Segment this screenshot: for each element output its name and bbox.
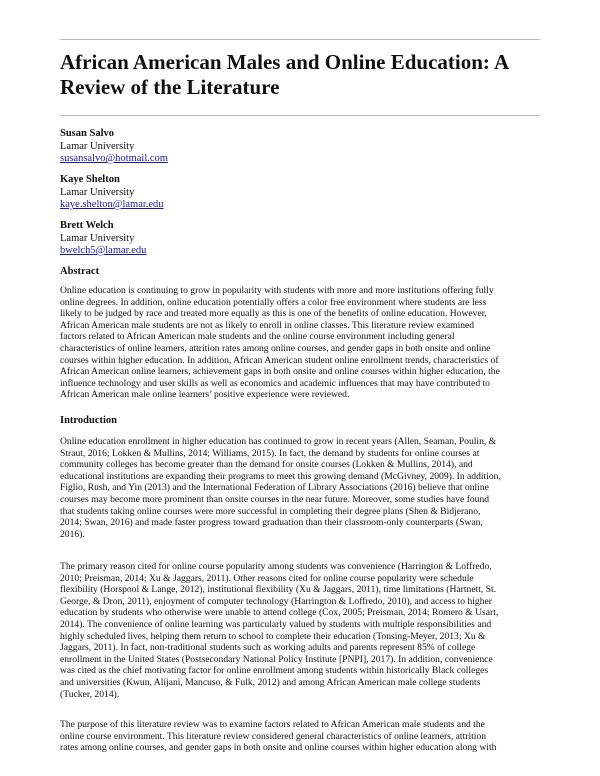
author-email-link[interactable]: kaye.shelton@lamar.edu [60,199,164,210]
author-email-link[interactable]: bwelch5@lamar.edu [60,245,147,256]
author-name: Susan Salvo [60,128,114,139]
abstract-paragraph: Online education is continuing to grow in popularity with students with more and more institutions offering fully online degrees. In addition, online education potentially offers a color free environment where students are less likely to be judged by race and treated more equally as this is one of the benefits of online education. However, African American male students are not as likely to enroll in online classes. This literature review examined factors related to African American male students and the online course environment including general characteristics of online learners, attrition rates among online courses, and gender gaps in both onsite and online courses within higher education. In addition, African American student online enrollment trends, characteristics of African American online learners, achievement gaps in both onsite and online courses within higher education, the influence technology and user skills as well as economics and academic influences that may have contributed to African American male online learners’ positive experience were reviewed. [60,285,500,401]
author-name: Brett Welch [60,220,114,231]
author-block [60,220,146,258]
title-rule [60,115,540,116]
body-paragraph: Online education enrollment in higher education has continued to grow in recent years (Allen, Seaman, Poulin, & Straut, 2016; Lokken & Mullins, 2014; Williams, 2015). In fact, the demand by students for online courses at community colleges has become greater than the demand for onsite courses (Lokken & Mullins, 2014), and educational institutions are expanding their programs to meet this growing demand (McGivney, 2009). In addition, Figlio, Rush, and Yin (2013) and the International Federation of Library Associations (2016) believe that online courses may become more prominent than onsite courses in the near future. Moreover, some studies have found that students taking online courses were more successful in completing their degree plans (Shen & Bidjerano, 2014; Swan, 2016) and made faster progress toward graduation than their classroom-only counterparts (Swan, 2016). [60,436,501,540]
author-affiliation: Lamar University [60,186,135,198]
introduction-heading: Introduction [60,415,117,426]
author-affiliation: Lamar University [60,232,135,244]
body-paragraph: The purpose of this literature review was to examine factors related to African American male students and the online course environment. This literature review considered general characteristics of online learners, attrition rates among online courses, and gender gaps in both onsite and online courses within higher education along with [60,719,497,754]
author-block [60,128,168,166]
author-affiliation: Lamar University [60,140,135,152]
author-block [60,174,164,212]
author-name: Kaye Shelton [60,174,120,185]
abstract-heading: Abstract [60,266,100,277]
top-rule [60,39,540,40]
author-email-link[interactable]: susansalvo@hotmail.com [60,153,168,164]
body-paragraph: The primary reason cited for online course popularity among students was convenience (Harrington & Loffredo, 2010; Preisman, 2014; Xu & Jaggars, 2011). Other reasons cited for online course popularity were schedule flexibility (Horspool & Lange, 2012), institutional flexibility (Xu & Jaggars, 2011), time limitations (Hartnett, St. George, & Dron, 2011), enjoyment of computer technology (Harrington & Loffredo, 2010), and access to higher education by students who otherwise were unable to attend college (Cox, 2005; Preisman, 2014; Romero & Usart, 2014). The convenience of online learning was particularly valued by students with multiple responsibilities and highly scheduled lives, helping them return to school to complete their education (Tonsing-Meyer, 2013; Xu & Jaggars, 2011). In fact, non-traditional students such as working adults and parents represent 85% of college enrollment in the United States (Postsecondary National Policy Institute [PNPI], 2017). In addition, convenience was cited as the chief motivating factor for online enrollment among students within historically Black colleges and universities (Kwun, Alijani, Mancuso, & Fulk, 2012) and among African American male college students (Tucker, 2014). [60,561,499,700]
paper-title: African American Males and Online Education: A Review of the Literature [60,50,509,99]
